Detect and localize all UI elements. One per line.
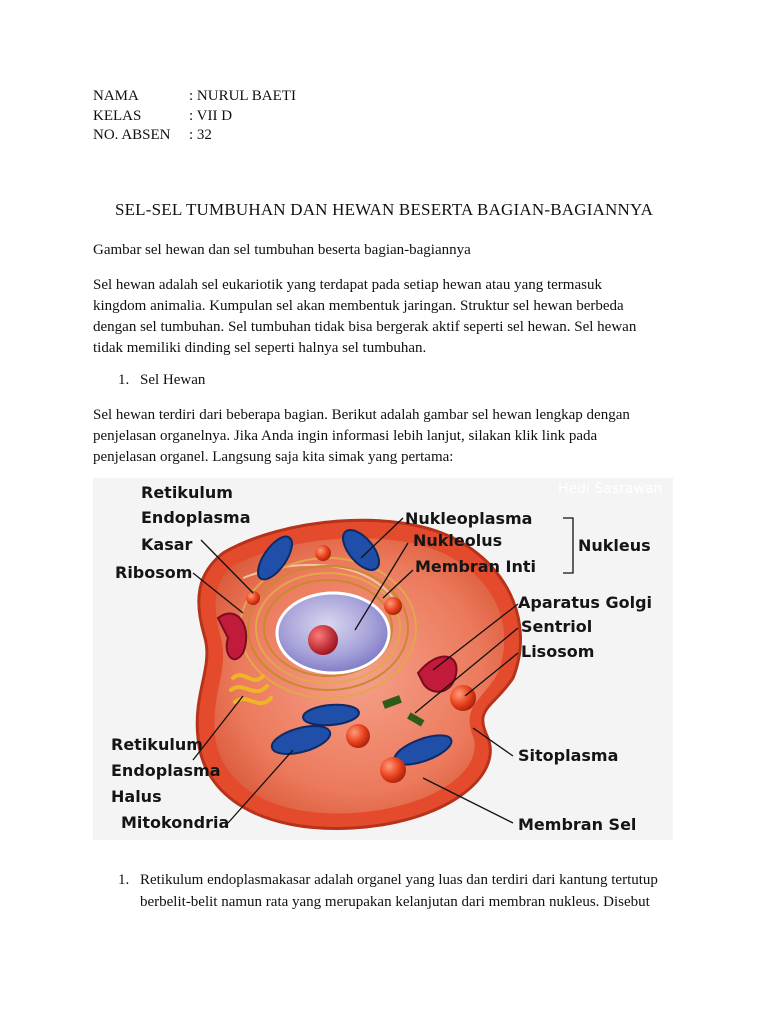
text-line: Retikulum endoplasmakasar adalah organel yang luas dan terdiri dari kantung tertutup bbox=[140, 872, 658, 888]
cell-diagram bbox=[93, 478, 673, 840]
list-number: 1. bbox=[118, 372, 130, 388]
label-retikulum-halus-2: Endoplasma bbox=[111, 761, 221, 780]
list-number: 1. bbox=[118, 872, 130, 888]
info-label: NO. ABSEN bbox=[93, 127, 171, 143]
watermark: Hedi Sasrawan bbox=[558, 481, 663, 497]
label-retikulum-halus-1: Retikulum bbox=[111, 735, 203, 754]
text-line: berbelit-belit namun rata yang merupakan kelanjutan dari membran nukleus. Disebut bbox=[140, 894, 650, 910]
info-row-absen bbox=[93, 126, 296, 146]
label-retikulum-kasar-1: Retikulum bbox=[141, 483, 233, 502]
paragraph-1 bbox=[93, 275, 683, 359]
intro-paragraph: Gambar sel hewan dan sel tumbuhan beserta bagian-bagiannya bbox=[93, 242, 471, 258]
student-info bbox=[93, 87, 296, 146]
text-line: tidak memiliki dinding sel seperti halnya sel tumbuhan. bbox=[93, 340, 427, 356]
info-value: : NURUL BAETI bbox=[189, 88, 296, 104]
list-item-retikulum bbox=[140, 869, 680, 913]
info-label: NAMA bbox=[93, 88, 139, 104]
info-value: : 32 bbox=[189, 127, 212, 143]
label-nukleolus: Nukleolus bbox=[413, 531, 503, 550]
list-item-sel-hewan bbox=[118, 370, 205, 391]
label-lisosom: Lisosom bbox=[521, 642, 595, 661]
document-title: SEL-SEL TUMBUHAN DAN HEWAN BESERTA BAGIAN-BAGIANNYA bbox=[114, 200, 654, 219]
label-aparatus-golgi: Aparatus Golgi bbox=[518, 593, 652, 612]
text-line: Sel hewan terdiri dari beberapa bagian. Berikut adalah gambar sel hewan lengkap dengan bbox=[93, 407, 630, 423]
animal-cell-figure bbox=[93, 478, 673, 840]
list-text: Sel Hewan bbox=[140, 372, 206, 388]
label-retikulum-kasar-2: Endoplasma bbox=[141, 508, 251, 527]
text-line: Sel hewan adalah sel eukariotik yang terdapat pada setiap hewan atau yang termasuk bbox=[93, 277, 602, 293]
text-line: kingdom animalia. Kumpulan sel akan membentuk jaringan. Struktur sel hewan berbeda bbox=[93, 298, 624, 314]
label-sitoplasma: Sitoplasma bbox=[518, 746, 619, 765]
info-row-nama bbox=[93, 87, 296, 107]
label-retikulum-halus-3: Halus bbox=[111, 787, 162, 806]
label-nukleoplasma: Nukleoplasma bbox=[405, 509, 533, 528]
label-nukleus: Nukleus bbox=[578, 536, 651, 555]
label-sentriol: Sentriol bbox=[521, 617, 593, 636]
text-line: dengan sel tumbuhan. Sel tumbuhan tidak bisa bergerak aktif seperti sel hewan. Sel hewan bbox=[93, 319, 637, 335]
info-label: KELAS bbox=[93, 107, 142, 124]
label-membran-sel: Membran Sel bbox=[518, 815, 637, 834]
info-value: : VII D bbox=[189, 107, 233, 124]
paragraph-2 bbox=[93, 405, 683, 468]
label-mitokondria: Mitokondria bbox=[121, 813, 230, 832]
text-line: penjelasan organel. Langsung saja kita simak yang pertama: bbox=[93, 449, 454, 465]
info-row-kelas bbox=[93, 107, 296, 127]
nucleolus bbox=[308, 625, 338, 655]
label-retikulum-kasar-3: Kasar bbox=[141, 535, 193, 554]
label-ribosom: Ribosom bbox=[115, 563, 193, 582]
text-line: penjelasan organelnya. Jika Anda ingin informasi lebih lanjut, silakan klik link pada bbox=[93, 428, 598, 444]
label-membran-inti: Membran Inti bbox=[415, 557, 537, 576]
